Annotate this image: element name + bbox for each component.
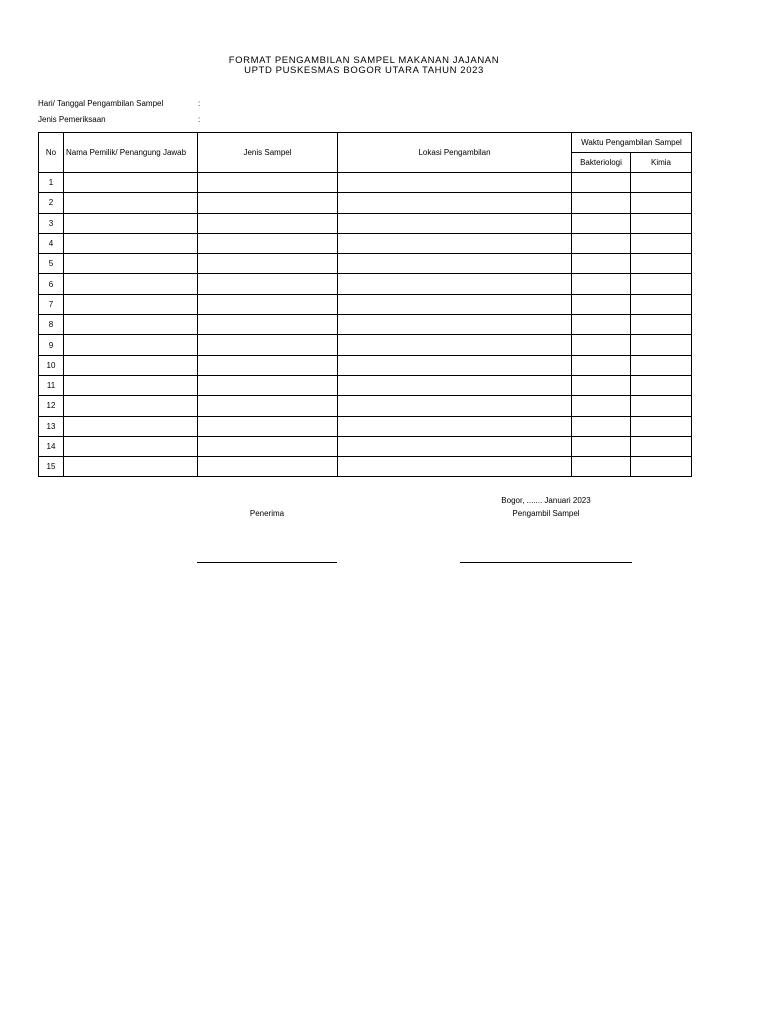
row-number: 15 [39,457,64,477]
sample-type-cell[interactable] [198,436,338,456]
sample-type-cell[interactable] [198,233,338,253]
chemistry-cell[interactable] [631,294,692,314]
place-date: Bogor, ....... Januari 2023 [501,496,591,505]
chemistry-cell[interactable] [631,416,692,436]
row-number: 3 [39,213,64,233]
location-cell[interactable] [338,457,572,477]
form-subtitle: UPTD PUSKESMAS BOGOR UTARA TAHUN 2023 [244,65,484,76]
bacteriology-cell[interactable] [572,213,631,233]
table-row [39,436,692,456]
owner-name-cell[interactable] [64,254,198,274]
owner-name-cell[interactable] [64,396,198,416]
row-number: 8 [39,315,64,335]
chemistry-cell[interactable] [631,436,692,456]
table-row [39,457,692,477]
bacteriology-cell[interactable] [572,274,631,294]
chemistry-cell[interactable] [631,457,692,477]
table-row [39,294,692,314]
row-number: 4 [39,233,64,253]
chemistry-cell[interactable] [631,355,692,375]
owner-name-cell[interactable] [64,315,198,335]
bacteriology-cell[interactable] [572,355,631,375]
sample-type-cell[interactable] [198,416,338,436]
sample-type-cell[interactable] [198,396,338,416]
sample-type-cell[interactable] [198,254,338,274]
header-sampling-time: Waktu Pengambilan Sampel [572,133,692,153]
location-cell[interactable] [338,193,572,213]
header-bacteriology: Bakteriologi [572,153,631,173]
receiver-signature-line [197,562,337,563]
table-row [39,274,692,294]
table-row [39,315,692,335]
bacteriology-cell[interactable] [572,294,631,314]
table-row [39,416,692,436]
form-title: FORMAT PENGAMBILAN SAMPEL MAKANAN JAJANAN [228,55,500,66]
row-number: 7 [39,294,64,314]
owner-name-cell[interactable] [64,355,198,375]
row-number: 13 [39,416,64,436]
table-row [39,355,692,375]
location-cell[interactable] [338,436,572,456]
bacteriology-cell[interactable] [572,436,631,456]
table-row [39,213,692,233]
row-number: 11 [39,375,64,395]
owner-name-cell[interactable] [64,173,198,193]
chemistry-cell[interactable] [631,193,692,213]
bacteriology-cell[interactable] [572,233,631,253]
owner-name-cell[interactable] [64,193,198,213]
chemistry-cell[interactable] [631,315,692,335]
chemistry-cell[interactable] [631,173,692,193]
location-cell[interactable] [338,274,572,294]
location-cell[interactable] [338,254,572,274]
sample-type-cell[interactable] [198,457,338,477]
bacteriology-cell[interactable] [572,457,631,477]
sampler-label: Pengambil Sampel [512,509,580,518]
owner-name-cell[interactable] [64,416,198,436]
bacteriology-cell[interactable] [572,193,631,213]
row-number: 5 [39,254,64,274]
chemistry-cell[interactable] [631,396,692,416]
location-cell[interactable] [338,355,572,375]
table-row [39,396,692,416]
chemistry-cell[interactable] [631,213,692,233]
header-sample-type: Jenis Sampel [198,133,338,173]
bacteriology-cell[interactable] [572,375,631,395]
owner-name-cell[interactable] [64,274,198,294]
bacteriology-cell[interactable] [572,173,631,193]
header-location: Lokasi Pengambilan [338,133,572,173]
row-number: 9 [39,335,64,355]
location-cell[interactable] [338,233,572,253]
location-cell[interactable] [338,396,572,416]
location-cell[interactable] [338,213,572,233]
sample-type-cell[interactable] [198,294,338,314]
owner-name-cell[interactable] [64,436,198,456]
date-colon: : [198,99,201,108]
date-label: Hari/ Tanggal Pengambilan Sampel [38,99,164,108]
owner-name-cell[interactable] [64,375,198,395]
location-cell[interactable] [338,315,572,335]
bacteriology-cell[interactable] [572,315,631,335]
sampler-signature-line [460,562,632,563]
owner-name-cell[interactable] [64,335,198,355]
sample-table [38,132,692,477]
owner-name-cell[interactable] [64,457,198,477]
location-cell[interactable] [338,173,572,193]
sample-type-cell[interactable] [198,274,338,294]
owner-name-cell[interactable] [64,233,198,253]
sample-type-cell[interactable] [198,213,338,233]
location-cell[interactable] [338,294,572,314]
chemistry-cell[interactable] [631,274,692,294]
table-row [39,193,692,213]
table-row [39,375,692,395]
table-row [39,335,692,355]
row-number: 14 [39,436,64,456]
bacteriology-cell[interactable] [572,335,631,355]
bacteriology-cell[interactable] [572,416,631,436]
chemistry-cell[interactable] [631,233,692,253]
location-cell[interactable] [338,416,572,436]
sample-type-cell[interactable] [198,355,338,375]
exam-type-label: Jenis Pemeriksaan [38,115,106,124]
location-cell[interactable] [338,375,572,395]
header-no: No [39,133,64,173]
sample-type-cell[interactable] [198,335,338,355]
location-cell[interactable] [338,335,572,355]
row-number: 2 [39,193,64,213]
table-row [39,173,692,193]
sample-type-cell[interactable] [198,315,338,335]
sample-type-cell[interactable] [198,193,338,213]
sample-type-cell[interactable] [198,375,338,395]
owner-name-cell[interactable] [64,213,198,233]
exam-type-colon: : [198,115,201,124]
table-row [39,254,692,274]
row-number: 10 [39,355,64,375]
bacteriology-cell[interactable] [572,396,631,416]
row-number: 12 [39,396,64,416]
chemistry-cell[interactable] [631,335,692,355]
table-row [39,233,692,253]
owner-name-cell[interactable] [64,294,198,314]
header-owner-name: Nama Pemilik/ Penangung Jawab [64,133,198,173]
row-number: 6 [39,274,64,294]
row-number: 1 [39,173,64,193]
chemistry-cell[interactable] [631,254,692,274]
receiver-label: Penerima [249,509,285,518]
chemistry-cell[interactable] [631,375,692,395]
sample-type-cell[interactable] [198,173,338,193]
header-chemistry: Kimia [631,153,692,173]
bacteriology-cell[interactable] [572,254,631,274]
